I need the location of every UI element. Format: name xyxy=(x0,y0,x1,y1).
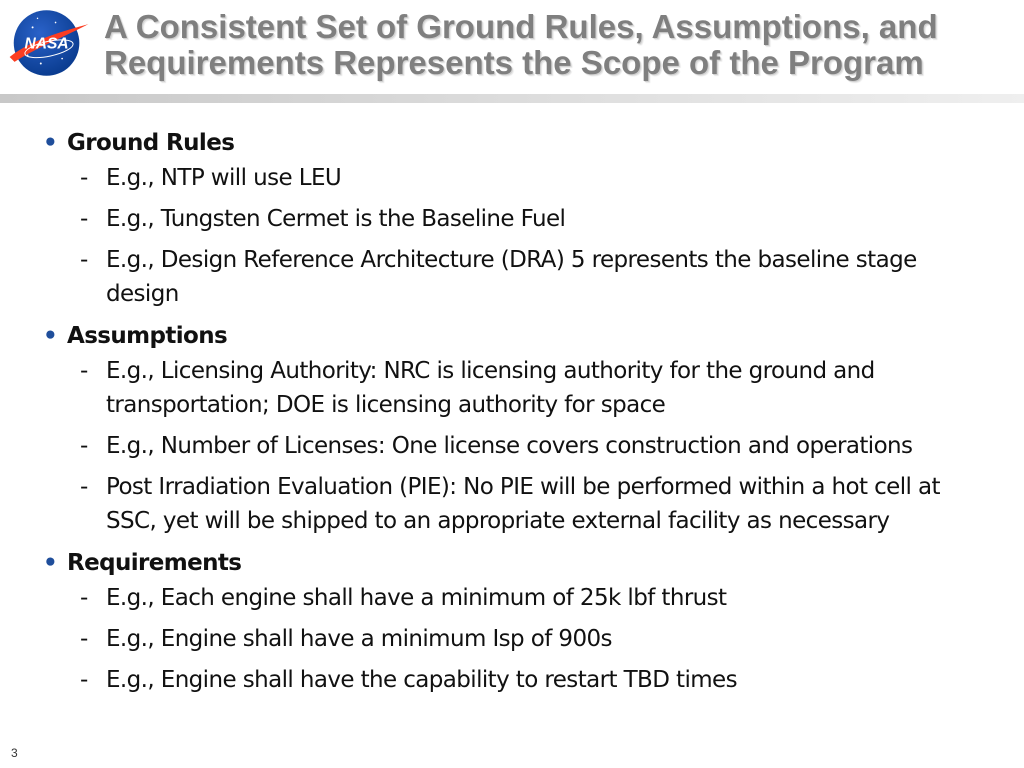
section-ground-rules xyxy=(40,125,990,311)
dash-marker: - xyxy=(80,667,88,693)
slide-header xyxy=(0,0,1024,100)
list-item xyxy=(40,429,990,463)
sub-item-list xyxy=(40,581,990,697)
list-item xyxy=(40,622,990,656)
bullet-icon: • xyxy=(43,550,58,576)
nasa-logo-text: NASA xyxy=(24,35,69,53)
list-item xyxy=(40,202,990,236)
section-heading xyxy=(40,545,990,581)
list-item-text: E.g., NTP will use LEU xyxy=(106,165,342,191)
sub-item-list xyxy=(40,354,990,538)
list-item-text: E.g., Each engine shall have a minimum of 25k lbf thrust xyxy=(106,585,727,611)
dash-marker: - xyxy=(80,358,88,384)
dash-marker: - xyxy=(80,247,88,273)
header-divider xyxy=(0,94,1024,103)
section-assumptions xyxy=(40,318,990,538)
page-number: 3 xyxy=(11,746,18,760)
dash-marker: - xyxy=(80,206,88,232)
page-title xyxy=(104,9,1004,81)
section-heading-text: Assumptions xyxy=(67,323,228,349)
dash-marker: - xyxy=(80,165,88,191)
section-requirements xyxy=(40,545,990,697)
section-heading xyxy=(40,125,990,161)
list-item-text: E.g., Tungsten Cermet is the Baseline Fuel xyxy=(106,206,566,232)
list-item-text: Post Irradiation Evaluation (PIE): No PIE will be performed within a hot cell at SSC, yet will be shipped to an appropriate external facility as necessary xyxy=(106,474,940,534)
list-item-text: E.g., Engine shall have a minimum Isp of 900s xyxy=(106,626,612,652)
sub-item-list xyxy=(40,161,990,311)
section-heading-text: Requirements xyxy=(67,550,242,576)
bullet-icon: • xyxy=(43,323,58,349)
list-item-text: E.g., Engine shall have the capability to restart TBD times xyxy=(106,667,737,693)
list-item xyxy=(40,581,990,615)
dash-marker: - xyxy=(80,585,88,611)
list-item xyxy=(40,470,990,538)
list-item xyxy=(40,663,990,697)
list-item-text: E.g., Number of Licenses: One license covers construction and operations xyxy=(106,433,913,459)
bullet-icon: • xyxy=(43,130,58,156)
list-item xyxy=(40,161,990,195)
title-line-1: A Consistent Set of Ground Rules, Assumptions, and xyxy=(104,8,938,45)
dash-marker: - xyxy=(80,474,88,500)
slide-content xyxy=(40,125,990,704)
dash-marker: - xyxy=(80,626,88,652)
list-item xyxy=(40,354,990,422)
list-item-text: E.g., Licensing Authority: NRC is licensing authority for the ground and transportation; DOE is licensing authority for space xyxy=(106,358,875,418)
list-item-text: E.g., Design Reference Architecture (DRA) 5 represents the baseline stage design xyxy=(106,247,917,307)
list-item xyxy=(40,243,990,311)
nasa-meatball-logo-icon xyxy=(8,6,90,80)
section-heading-text: Ground Rules xyxy=(67,130,235,156)
section-heading xyxy=(40,318,990,354)
dash-marker: - xyxy=(80,433,88,459)
title-line-2: Requirements Represents the Scope of the Program xyxy=(104,44,924,81)
